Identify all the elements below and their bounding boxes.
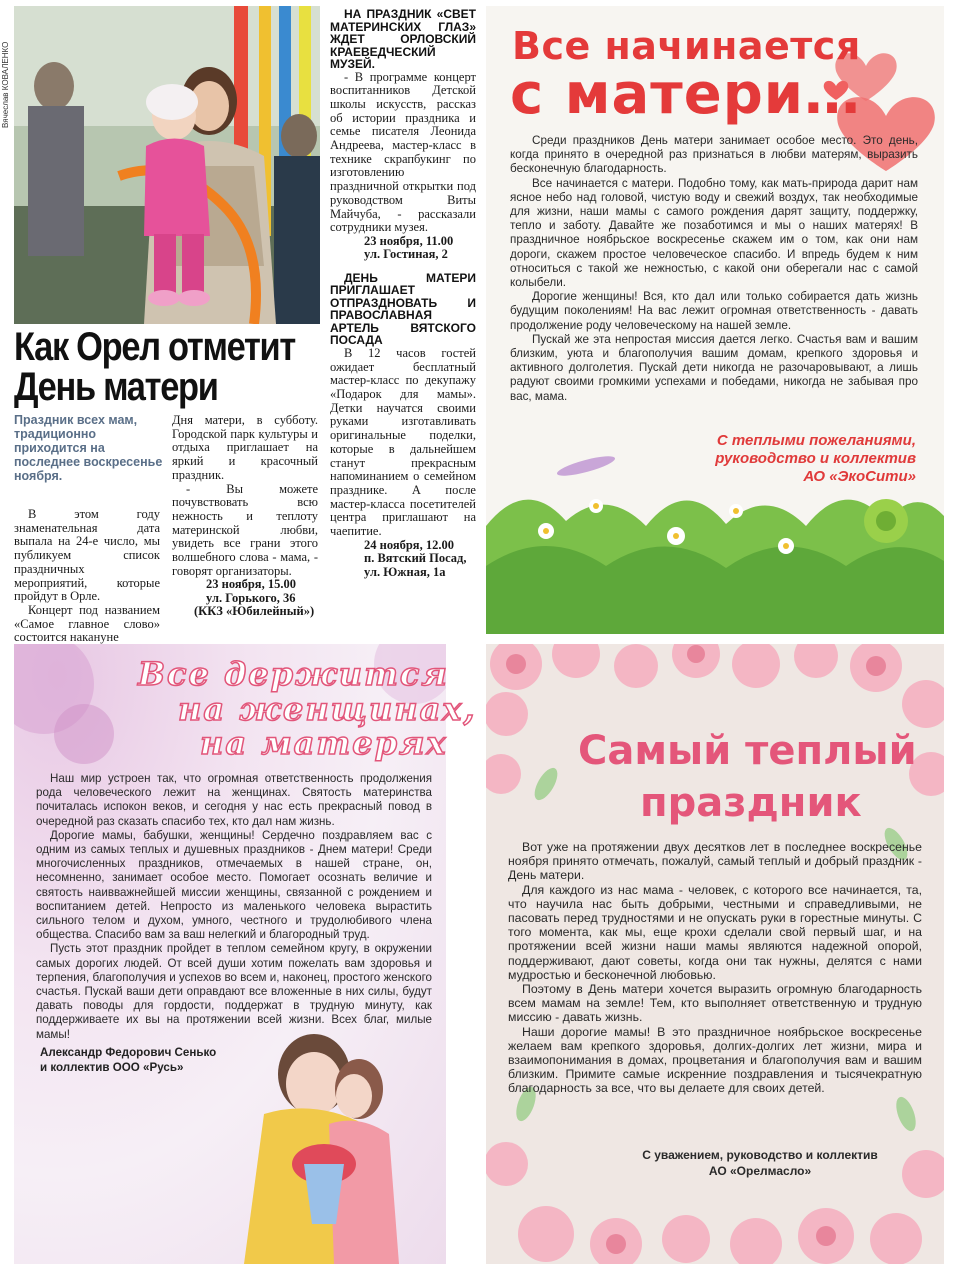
- oremaslo-sign-line-1: С уважением, руководство и коллектив: [642, 1148, 878, 1162]
- event1-date: 23 ноября, 15.00: [206, 577, 296, 592]
- mother-child-photo: [14, 6, 320, 324]
- rus-signature: [40, 1045, 260, 1075]
- rus-title-line-2: на женщинах,: [178, 690, 477, 728]
- rus-paragraph-1: Наш мир устроен так, что огромная ответственность продолжения рода человеческого лежит на женщинах. Святость материнства почиталась испокон веков, и сегодня у нас есть прекрасный повод в очередной раз сказать спасибо тех, кто дал нам жизнь.: [36, 772, 432, 828]
- headline-line-1: Как Орел отметит: [14, 325, 295, 369]
- article-column-3: [330, 8, 476, 579]
- ecocity-paragraph-1: Среди праздников День матери занимает особое место. Это день, когда принято в очередной раз признаться в любви матерям, выразить бесконечную благодарность.: [510, 134, 918, 176]
- event1-venue: (ККЗ «Юбилейный»): [194, 604, 315, 619]
- ecocity-sign-line-1: С теплыми пожеланиями,: [716, 432, 916, 449]
- oremaslo-paragraph-1: Вот уже на протяжении двух десятков лет в последнее воскресенье ноября принято отмечать, пожалуй, самый теплый и добрый праздник - День матери.: [508, 840, 922, 883]
- article-column-1: [14, 508, 160, 645]
- ecocity-sign-line-2: руководство и коллектив: [715, 450, 916, 467]
- ecocity-title-line-2: с матери…: [510, 62, 862, 127]
- ecocity-paragraph-4: Пускай же эта непростая миссия дается легко. Счастья вам и вашим близким, уюта и благополучия вашим домам, крепкого здоровья и активного долголетия. Пускай дети никогда не разочаровывают, а лишь радуют своими громкими успехами и победами, никогда не забывая про вас, мама.: [510, 332, 918, 403]
- event2-address: ул. Гостиная, 2: [364, 247, 448, 262]
- event3-date: 24 ноября, 12.00: [364, 537, 454, 552]
- col1-paragraph-1: В этом году знаменательная дата выпала на 24-е число, мы публикуем список праздничных мероприятий, которые пройдут в Орле.: [14, 507, 160, 604]
- event3-address-1: п. Вятский Посад,: [364, 551, 467, 566]
- event2-heading: НА ПРАЗДНИК «СВЕТ МАТЕРИНСКИХ ГЛАЗ» ЖДЕТ ОРЛОВСКИЙ КРАЕВЕДЧЕСКИЙ МУЗЕЙ.: [330, 7, 476, 71]
- ecocity-paragraph-2: Все начинается с матери. Подобно тому, как мать-природа дарит нам ясное небо над головой, чистую воду и свежий воздух, так необходимые для жизни, наши мамы с самого рождения дарят защиту, поддержку, тепло и заботу. Давайте же позаботимся и мы о наших матерях! В праздничное ноябрьское воскресенье скажем им о том, как они нам дороги, скажем простое человеческое спасибо. И впредь будем к ним относиться с такой же нежностью, с какой они оберегали нас с самой колыбели.: [510, 176, 918, 290]
- rus-paragraph-3: Пусть этот праздник пройдет в теплом семейном кругу, в окружении самых дорогих людей. От всей души хотим пожелать вам здоровья и терпения, благополучия и успехов во всем и, наконец, простого женского счастья. Пускай ваши дети оправдают все вложенные в них силы, будут давать поводы для гордости, поддержат в трудную минуту, как поддерживаете их вы на протяжении всей жизни. Всех благ, милые мамы!: [36, 942, 432, 1041]
- event3-text: В 12 часов гостей ожидает бесплатный мастер-класс по декупажу «Подарок для мамы». Детки научатся своими руками изготавливать оригинальные поделки, которые в дальнейшем станут прекрасным напоминанием о семейном празднике. А после мастер-класса посетителей центра приглашают на чаепитие.: [330, 345, 476, 539]
- rus-sign-line-2: и коллектив ООО «Русь»: [40, 1061, 184, 1074]
- oremaslo-sign-line-2: АО «Орелмасло»: [708, 1164, 812, 1178]
- ecocity-paragraph-3: Дорогие женщины! Вся, кто дал или только собирается дать жизнь будущим поколениям! На вас лежит огромная ответственность - давать продолжение роду человеческому на нашей земле.: [510, 290, 918, 332]
- ecocity-body: [510, 134, 918, 404]
- rus-paragraph-2: Дорогие мамы, бабушки, женщины! Сердечно поздравляем вас с одним из самых теплых и душевных праздников - Днем матери! Среди многочисленных праздников, отмечаемых в нашей стране, он, несомненно, занимает особое место. Помогает осознать величие и святость наивважнейшей миссии женщины, связанной с рождением и воспитанием детей. Непросто из маленького человека вырастить сильного телом и духом, умного, честного и трудолюбивого члена общества. Спасибо вам за ваш нелегкий и благородный труд.: [36, 828, 432, 942]
- event2-text: - В программе концерт воспитанников Детской школы искусств, рассказ об истории праздника и семье писателя Леонида Андреева, мастер-класс в технике скрапбукинг по изготовлению праздничной открытки под руководством Виты Майчуба, - рассказали сотрудники музея.: [330, 69, 476, 235]
- rus-sign-line-1: Александр Федорович Сенько: [40, 1046, 217, 1059]
- rus-body: [36, 772, 432, 1042]
- article-column-2: [172, 414, 318, 619]
- oremaslo-title-line-1: Самый теплый: [578, 728, 917, 774]
- event2-date: 23 ноября, 11.00: [364, 233, 454, 248]
- event3-address-2: ул. Южная, 1а: [364, 564, 446, 579]
- rus-title-line-3: на матерях: [200, 724, 448, 762]
- col2-paragraph-1: Дня матери, в субботу. Городской парк культуры и отдыха приглашает на яркий и красочный праздник.: [172, 413, 318, 482]
- event3-heading: ДЕНЬ МАТЕРИ ПРИГЛАШАЕТ ОТПРАЗДНОВАТЬ И ПРАВОСЛАВНАЯ АРТЕЛЬ ВЯТСКОГО ПОСАДА: [330, 270, 476, 348]
- article-lead: Праздник всех мам, традиционно приходится на последнее воскресенье ноября.: [14, 413, 163, 483]
- oremaslo-title-line-2: праздник: [640, 780, 862, 826]
- photo-illustration: [14, 6, 320, 324]
- ecocity-signature: [640, 432, 916, 486]
- oremaslo-body: [508, 840, 922, 1096]
- oremaslo-paragraph-2: Для каждого из нас мама - человек, с которого все начинается, та, что научила нас быть добрыми, честными и справедливыми, не пасовать перед трудностями и не опускать руки в горестные минуты. С того момента, как мы, еще крохи сделали свой первый шаг, и на протяжении всей жизни наши мамы являются надежной опорой, поддерживают, дают советы, когда они так нужны, делятся с нами мудростью и бесконечной любовью.: [508, 882, 922, 982]
- col2-paragraph-2: - Вы можете почувствовать всю нежность и теплоту материнской любви, увидеть все грани этого волшебного слова - мама, - говорят организаторы.: [172, 481, 318, 578]
- headline-line-2: День матери: [14, 365, 218, 409]
- article-headline: [14, 327, 320, 407]
- photo-credit: Вячеслав КОВАЛЕНКО: [1, 41, 10, 128]
- rus-title-line-1: Все держится: [138, 655, 449, 693]
- ecocity-sign-line-3: АО «ЭкоСити»: [803, 468, 916, 485]
- oremaslo-paragraph-4: Наши дорогие мамы! В это праздничное ноябрьское воскресенье желаем вам крепкого здоровья, долгих-долгих лет жизни, мира и взаимопонимания в домах, процветания и благополучия вам и вашим близким. Примите самые искренние поздравления и тысячекратную благодарность за все, что вы делаете для своих детей.: [508, 1024, 922, 1096]
- ecocity-title-line-1: Все начинается: [512, 24, 861, 68]
- col1-paragraph-2: Концерт под названием «Самое главное слово» состоится накануне: [14, 602, 160, 645]
- oremaslo-signature: [590, 1147, 930, 1179]
- oremaslo-paragraph-3: Поэтому в День матери хочется выразить огромную благодарность всем мамам на земле! Тем, кто выполняет ответственную и трудную миссию - давать жизнь.: [508, 982, 922, 1025]
- event1-address: ул. Горького, 36: [206, 590, 296, 605]
